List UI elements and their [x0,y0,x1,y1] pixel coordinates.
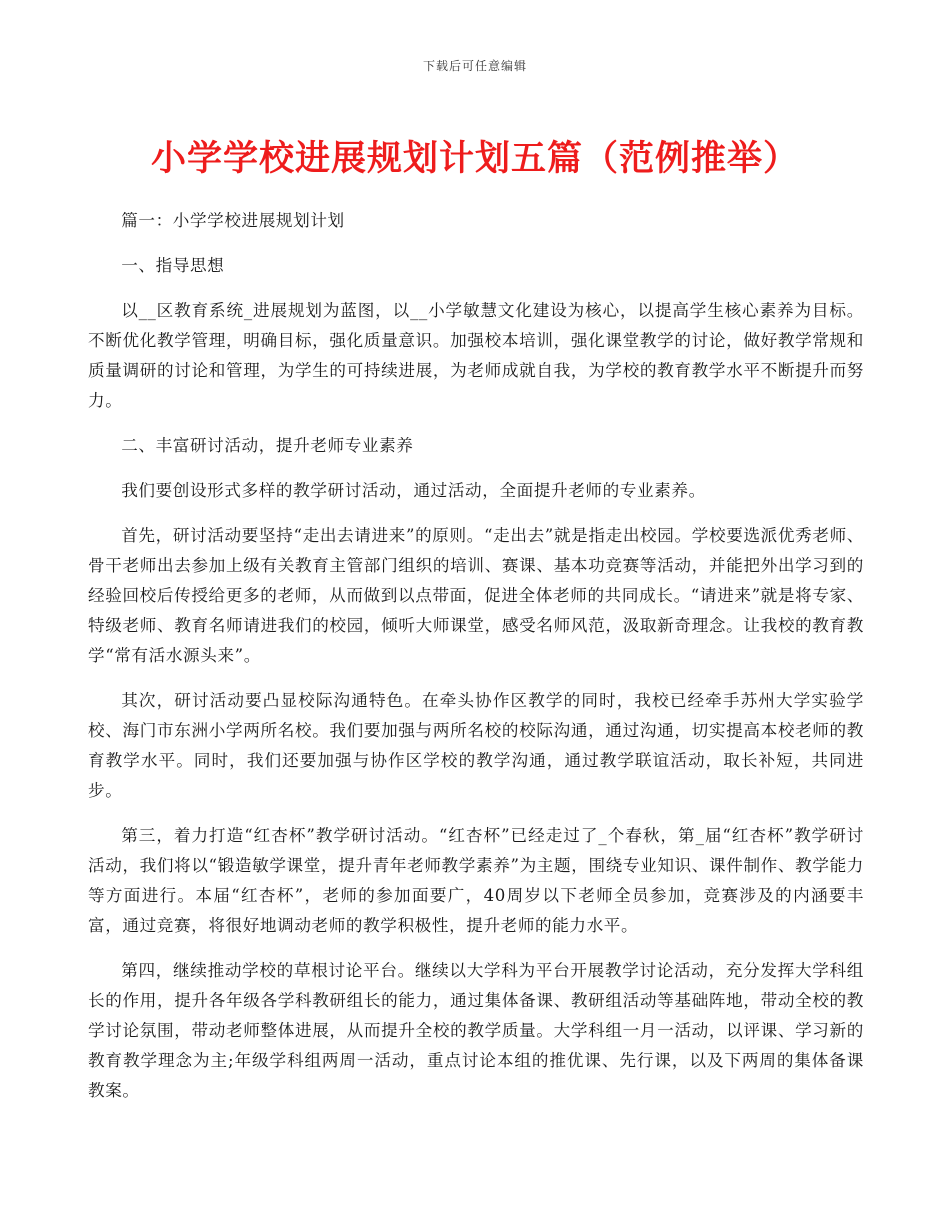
paragraph-second: 其次，研讨活动要凸显校际沟通特色。在牵头协作区教学的同时，我校已经牵手苏州大学实验学校、海门市东洲小学两所名校。我们要加强与两所名校的校际沟通，通过沟通，切实提高本校老师的教育教学水平。同时，我们还要加强与协作区学校的教学沟通，通过教学联谊活动，取长补短，共同进步。 [88,691,864,800]
paragraph-third: 第三，着力打造“红杏杯”教学研讨活动。“红杏杯”已经走过了_个春秋，第_届“红杏杯”教学研讨活动，我们将以“锻造敏学课堂，提升青年老师教学素养”为主题，围绕专业知识、课件制作、教学能力等方面进行。本届“红杏杯”，老师的参加面要广，40周岁以下老师全员参加，竞赛涉及的内涵要丰富，通过竞赛，将很好地调动老师的教学积极性，提升老师的能力水平。 [88,826,864,935]
section-heading-guiding-thought: 一、指导思想 [121,256,225,275]
paragraph-fourth: 第四，继续推动学校的草根讨论平台。继续以大学科为平台开展教学讨论活动，充分发挥大学科组长的作用，提升各年级各学科教研组长的能力，通过集体备课、教研组活动等基础阵地，带动全校的教学讨论氛围，带动老师整体进展，从而提升全校的教学质量。大学科组一月一活动，以评课、学习新的教育教学理念为主;年级学科组两周一活动，重点讨论本组的推优课、先行课，以及下两周的集体备课教案。 [88,961,864,1100]
header-note: 下载后可任意编辑 [422,59,527,73]
document-body [88,206,864,1121]
paragraph-guiding-thought: 以__区教育系统_进展规划为蓝图，以__小学敏慧文化建设为核心，以提高学生核心素养为目标。不断优化教学管理，明确目标，强化质量意识。加强校本培训，强化课堂教学的讨论，做好教学常规和质量调研的讨论和管理，为学生的可持续进展，为老师成就自我，为学校的教育教学水平不断提升而努力。 [88,301,864,410]
section-heading-research-activities: 二、丰富研讨活动，提升老师专业素养 [121,436,414,455]
section-heading-part-one: 篇一：小学学校进展规划计划 [121,211,345,230]
paragraph-first: 首先，研讨活动要坚持“走出去请进来”的原则。“走出去”就是指走出校园。学校要选派优秀老师、骨干老师出去参加上级有关教育主管部门组织的培训、赛课、基本功竞赛等活动，并能把外出学习到的经验回校后传授给更多的老师，从而做到以点带面，促进全体老师的共同成长。“请进来”就是将专家、特级老师、教育名师请进我们的校园，倾听大师课堂，感受名师风范，汲取新奇理念。让我校的教育教学“常有活水源头来”。 [88,526,864,665]
paragraph-intro: 我们要创设形式多样的教学研讨活动，通过活动，全面提升老师的专业素养。 [121,481,706,500]
document-title: 小学学校进展规划计划五篇（范例推举） [150,138,799,179]
